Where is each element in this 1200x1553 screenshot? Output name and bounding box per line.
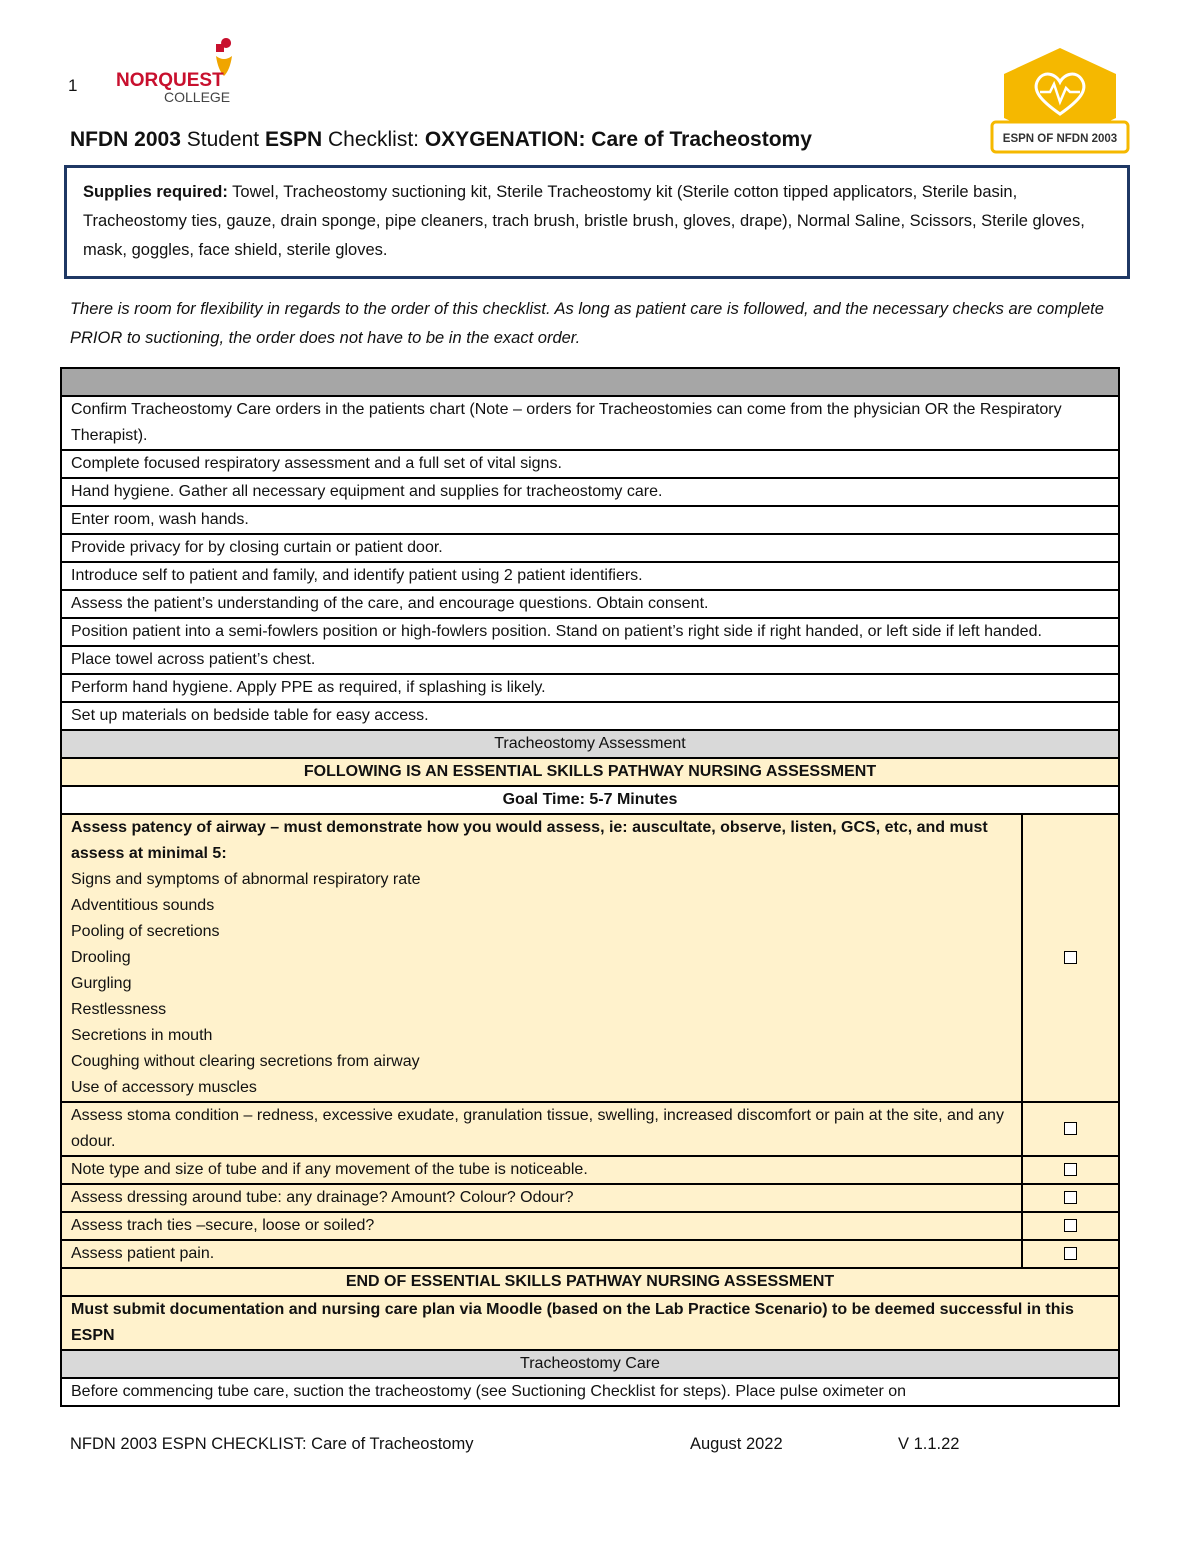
step-text: Enter room, wash hands. bbox=[61, 506, 1119, 534]
airway-checkbox[interactable] bbox=[1064, 951, 1077, 964]
esp-end-row bbox=[61, 1268, 1119, 1296]
care-step-text: Before commencing tube care, suction the tracheostomy (see Suctioning Checklist for steps). Place pulse oximeter on bbox=[61, 1378, 1119, 1406]
supplies-text: Towel, Tracheostomy suctioning kit, Sterile Tracheostomy kit (Sterile cotton tipped applicators, Sterile basin, Tracheostomy ties, gauze, drain sponge, pipe cleaners, trach brush, bristle brush, gloves, drape), Normal Saline, Scissors, Sterile gloves, mask, goggles, face shield, sterile gloves. bbox=[83, 183, 1085, 259]
goal-time-row bbox=[61, 786, 1119, 814]
assessment-text: Assess trach ties –secure, loose or soiled? bbox=[61, 1212, 1022, 1240]
table-row bbox=[61, 478, 1119, 506]
page-number: 1 bbox=[68, 76, 78, 95]
step-text: Set up materials on bedside table for easy access. bbox=[61, 702, 1119, 730]
stoma-checkbox[interactable] bbox=[1064, 1122, 1077, 1135]
page-title: NFDN 2003 Student ESPN Checklist: OXYGENATION: Care of Tracheostomy bbox=[70, 128, 812, 151]
supplies-label: Supplies required: bbox=[83, 183, 228, 201]
supplies-box bbox=[64, 165, 1130, 279]
footer-version: V 1.1.22 bbox=[898, 1435, 960, 1453]
step-text: Assess the patient’s understanding of the care, and encourage questions. Obtain consent. bbox=[61, 590, 1119, 618]
submit-note-text: Must submit documentation and nursing care plan via Moodle (based on the Lab Practice Scenario) to be deemed successful in this ESPN bbox=[61, 1296, 1119, 1350]
airway-heading: Assess patency of airway – must demonstrate how you would assess, ie: auscultate, observe, listen, GCS, etc, and must assess at minimal 5: bbox=[71, 819, 988, 862]
airway-item: Secretions in mouth bbox=[71, 1027, 213, 1044]
airway-item: Adventitious sounds bbox=[71, 897, 215, 914]
checkbox-cell bbox=[1022, 1240, 1119, 1268]
table-row bbox=[61, 450, 1119, 478]
table-row bbox=[61, 506, 1119, 534]
airway-item: Drooling bbox=[71, 949, 131, 966]
table-row bbox=[61, 1378, 1119, 1406]
checkbox-cell bbox=[1022, 1212, 1119, 1240]
table-row bbox=[61, 396, 1119, 450]
table-row bbox=[61, 562, 1119, 590]
table-row bbox=[61, 646, 1119, 674]
esp-start-text: FOLLOWING IS AN ESSENTIAL SKILLS PATHWAY NURSING ASSESSMENT bbox=[61, 758, 1119, 786]
dressing-checkbox[interactable] bbox=[1064, 1191, 1077, 1204]
norquest-college-logo bbox=[112, 38, 262, 114]
airway-item: Restlessness bbox=[71, 1001, 167, 1018]
pain-checkbox[interactable] bbox=[1064, 1247, 1077, 1260]
table-row bbox=[61, 1102, 1119, 1156]
step-text: Position patient into a semi-fowlers position or high-fowlers position. Stand on patient’s right side if right handed, or left side if left handed. bbox=[61, 618, 1119, 646]
esp-end-text: END OF ESSENTIAL SKILLS PATHWAY NURSING ASSESSMENT bbox=[61, 1268, 1119, 1296]
table-row bbox=[61, 1240, 1119, 1268]
footer-date: August 2022 bbox=[690, 1435, 783, 1453]
tube-checkbox[interactable] bbox=[1064, 1163, 1077, 1176]
table-row bbox=[61, 618, 1119, 646]
logo-text-norquest: NORQUEST bbox=[116, 70, 224, 91]
table-row bbox=[61, 674, 1119, 702]
airway-assessment-row bbox=[61, 814, 1119, 1102]
section-title: Tracheostomy Care bbox=[61, 1350, 1119, 1378]
checkbox-cell bbox=[1022, 1184, 1119, 1212]
assessment-text: Assess stoma condition – redness, excessive exudate, granulation tissue, swelling, increased discomfort or pain at the site, and any odour. bbox=[61, 1102, 1022, 1156]
step-text: Place towel across patient’s chest. bbox=[61, 646, 1119, 674]
airway-item: Signs and symptoms of abnormal respiratory rate bbox=[71, 871, 421, 888]
table-row bbox=[61, 590, 1119, 618]
table-row bbox=[61, 702, 1119, 730]
step-text: Hand hygiene. Gather all necessary equipment and supplies for tracheostomy care. bbox=[61, 478, 1119, 506]
table-header-row bbox=[61, 368, 1119, 396]
section-header-assessment bbox=[61, 730, 1119, 758]
badge-label: ESPN OF NFDN 2003 bbox=[1002, 133, 1118, 145]
checkbox-cell bbox=[1022, 814, 1119, 1102]
section-header-care bbox=[61, 1350, 1119, 1378]
esp-start-row bbox=[61, 758, 1119, 786]
table-row bbox=[61, 1212, 1119, 1240]
airway-item: Gurgling bbox=[71, 975, 132, 992]
flexibility-note: There is room for flexibility in regards to the order of this checklist. As long as patient care is followed, and the necessary checks are complete PRIOR to suctioning, the order does not have to be in the exact order. bbox=[70, 300, 1104, 347]
section-title: Tracheostomy Assessment bbox=[61, 730, 1119, 758]
assessment-text: Assess dressing around tube: any drainage? Amount? Colour? Odour? bbox=[61, 1184, 1022, 1212]
airway-item: Use of accessory muscles bbox=[71, 1079, 257, 1096]
table-row bbox=[61, 1156, 1119, 1184]
checkbox-cell bbox=[1022, 1156, 1119, 1184]
step-text: Provide privacy for by closing curtain or patient door. bbox=[61, 534, 1119, 562]
submit-note-row bbox=[61, 1296, 1119, 1350]
airway-item: Pooling of secretions bbox=[71, 923, 220, 940]
checklist-table bbox=[60, 367, 1120, 1407]
table-row bbox=[61, 1184, 1119, 1212]
assessment-text: Note type and size of tube and if any movement of the tube is noticeable. bbox=[61, 1156, 1022, 1184]
step-text: Introduce self to patient and family, and identify patient using 2 patient identifiers. bbox=[61, 562, 1119, 590]
ties-checkbox[interactable] bbox=[1064, 1219, 1077, 1232]
goal-time-text: Goal Time: 5-7 Minutes bbox=[61, 786, 1119, 814]
espn-badge bbox=[988, 44, 1132, 166]
step-text: Complete focused respiratory assessment and a full set of vital signs. bbox=[61, 450, 1119, 478]
logo-text-college: COLLEGE bbox=[164, 89, 231, 105]
airway-item: Coughing without clearing secretions from airway bbox=[71, 1053, 420, 1070]
assessment-text: Assess patient pain. bbox=[61, 1240, 1022, 1268]
airway-assessment-cell bbox=[61, 814, 1022, 1102]
table-row bbox=[61, 534, 1119, 562]
checkbox-cell bbox=[1022, 1102, 1119, 1156]
footer-title: NFDN 2003 ESPN CHECKLIST: Care of Tracheostomy bbox=[70, 1435, 474, 1453]
step-text: Confirm Tracheostomy Care orders in the patients chart (Note – orders for Tracheostomies can come from the physician OR the Respiratory Therapist). bbox=[61, 396, 1119, 450]
step-text: Perform hand hygiene. Apply PPE as required, if splashing is likely. bbox=[61, 674, 1119, 702]
